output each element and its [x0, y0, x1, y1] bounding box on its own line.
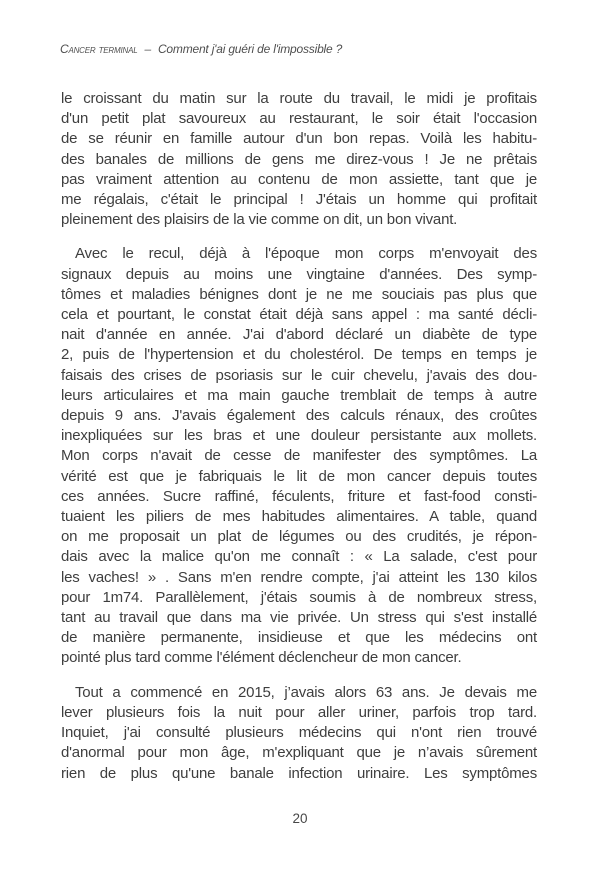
- text-line: Mon corps n'avait de cesse de manifester des symptômes. La: [61, 447, 537, 465]
- text-line: ces années. Sucre raffiné, féculents, friture et fast-food consti-: [61, 487, 537, 505]
- text-line: de manière permanente, insidieuse et que les médecins ont: [61, 629, 537, 647]
- text-line: vérité est que je fabriquais le lit de mon cancer depuis toutes: [61, 467, 537, 485]
- text-line: inexpliquées sur les bras et une douleur persistante aux mollets.: [61, 427, 537, 445]
- running-header: [60, 42, 342, 56]
- page-number: 20: [292, 811, 308, 826]
- page-footer: [0, 811, 600, 826]
- header-separator: –: [144, 42, 151, 56]
- text-line: pas vraiment attention au contenu de mon assiette, tant que je: [61, 170, 537, 188]
- chapter-title: Comment j'ai guéri de l'impossible ?: [157, 42, 343, 56]
- text-line: tuaient les piliers de mes habitudes alimentaires. A table, quand: [61, 508, 537, 526]
- text-line: des banales de millions de gens me direz-vous ! Je ne prêtais: [61, 150, 537, 168]
- text-line: on me proposait un plat de légumes ou des crudités, je répon-: [61, 528, 537, 546]
- text-line: d'anormal pour mon âge, m'expliquant que je n’avais sûrement: [61, 744, 537, 762]
- text-line: pointé plus tard comme l'élément déclencheur de mon cancer.: [61, 649, 462, 667]
- paragraph: [61, 683, 537, 784]
- text-line: leurs articulaires et ma main gauche tremblait de temps à autre: [61, 386, 537, 404]
- text-line: Tout a commencé en 2015, j’avais alors 63 ans. Je devais me: [75, 683, 537, 701]
- text-line: lever plusieurs fois la nuit pour aller uriner, parfois trop tard.: [61, 703, 537, 721]
- paragraph: [61, 244, 537, 668]
- text-line: les vaches! » . Sans m'en rendre compte, j'ai atteint les 130 kilos: [61, 568, 537, 586]
- text-line: tômes et maladies bénignes dont je ne me souciais pas plus que: [61, 285, 537, 303]
- text-line: le croissant du matin sur la route du travail, le midi je profitais: [61, 90, 537, 107]
- text-line: pleinement des plaisirs de la vie comme on dit, un bon vivant.: [61, 211, 458, 229]
- text-line: de se réunir en famille autour d'un bon repas. Voilà les habitu-: [61, 130, 537, 148]
- text-line: d'un petit plat savoureux au restaurant, le soir était l'occasion: [61, 110, 537, 128]
- book-title: Cancer terminal: [60, 42, 138, 56]
- text-line: pour 1m74. Parallèlement, j'étais soumis à de nombreux stress,: [61, 588, 537, 606]
- text-line: dais avec la malice qu'on me connaît : « La salade, c'est pour: [61, 548, 537, 566]
- text-line: depuis 9 ans. J'avais également des calculs rénaux, des croûtes: [61, 407, 537, 425]
- text-line: Inquiet, j'ai consulté plusieurs médecins qui n'ont rien trouvé: [61, 724, 537, 742]
- text-line: nait d'année en année. J'ai d'abord déclaré un diabète de type: [61, 326, 537, 344]
- text-line: faisais des crises de psoriasis sur le cuir chevelu, j'avais des dou-: [61, 366, 537, 384]
- text-line: cela et pourtant, le constat était déjà sans appel : ma santé décli-: [61, 306, 537, 324]
- text-line: rien de plus qu'une banale infection urinaire. Les symptômes: [61, 764, 537, 782]
- text-line: signaux depuis au moins une vingtaine d'années. Des symp-: [61, 265, 537, 283]
- text-line: tant au travail que dans ma vie privée. Un stress qui s'est installé: [61, 609, 537, 627]
- text-line: Avec le recul, déjà à l'époque mon corps m'envoyait des: [75, 245, 537, 263]
- text-line: 2, puis de l'hypertension et du cholestérol. De temps en temps je: [61, 346, 537, 364]
- page-body: [61, 89, 537, 784]
- text-line: me régalais, c'était le principal ! J'étais un homme qui profitait: [61, 191, 537, 209]
- paragraph: [61, 89, 537, 230]
